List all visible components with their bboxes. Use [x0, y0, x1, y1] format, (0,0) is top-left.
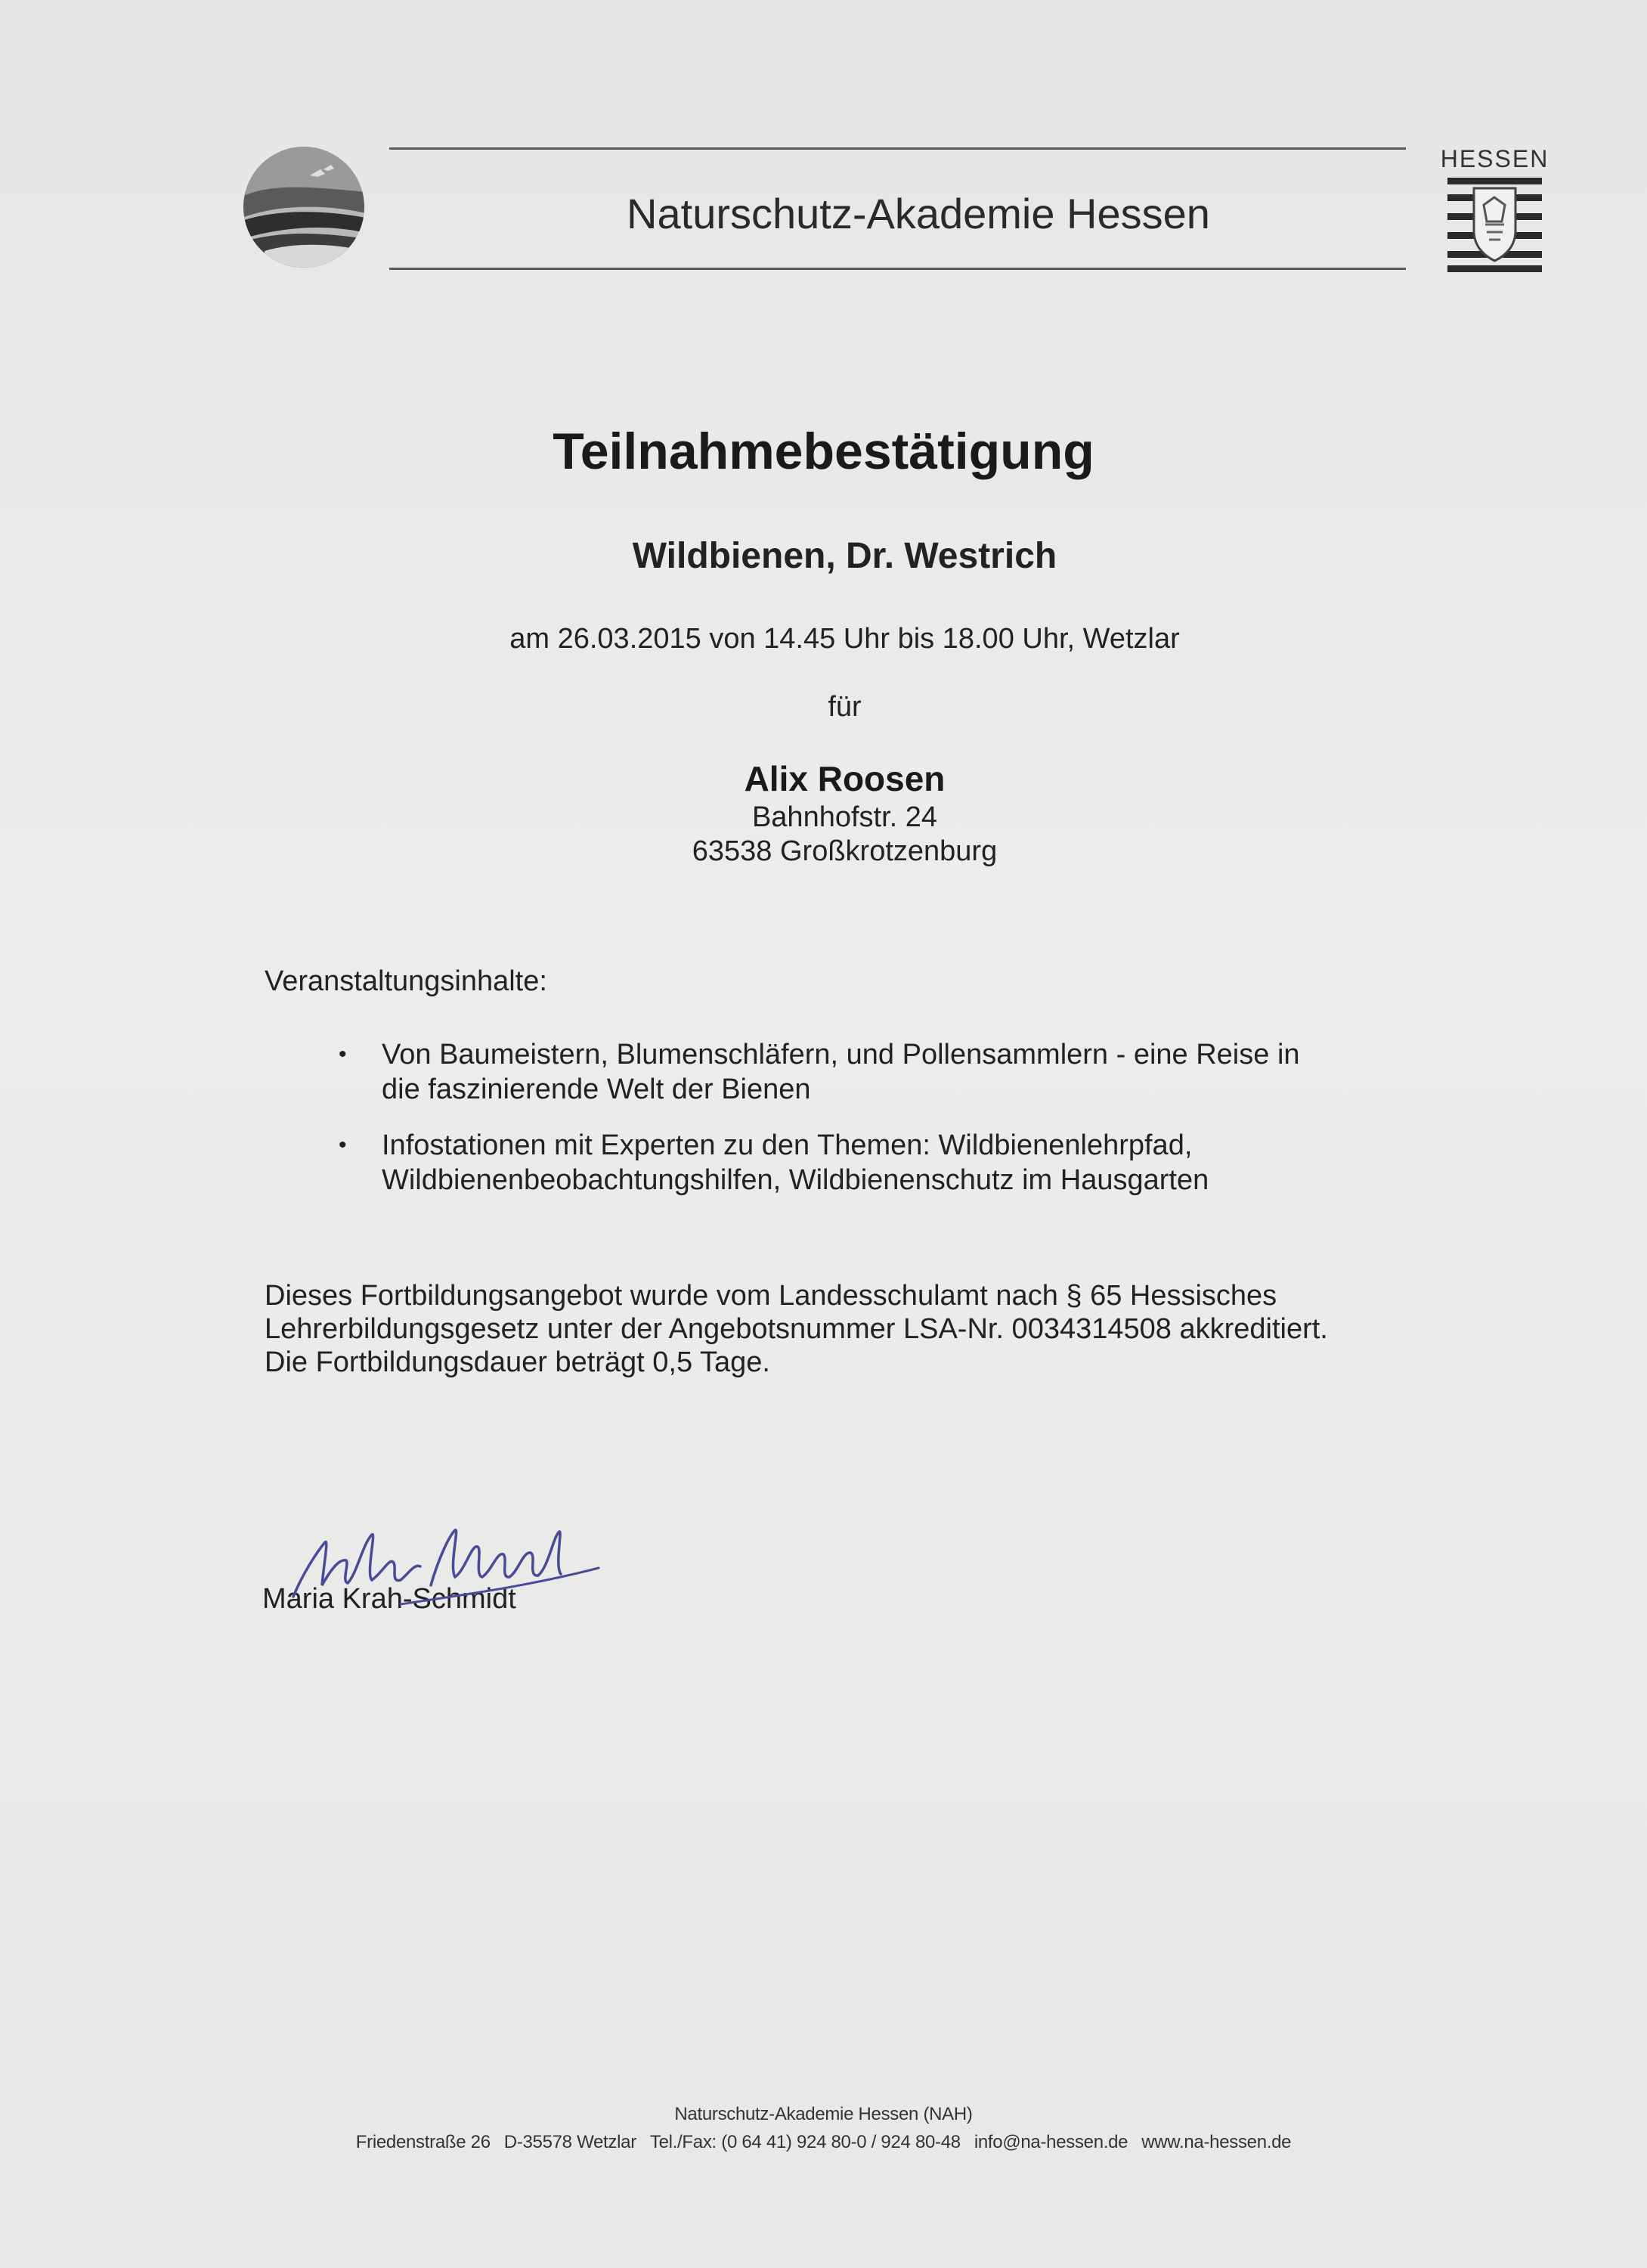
organization-title: Naturschutz-Akademie Hessen: [627, 190, 1210, 237]
footer-city: D-35578 Wetzlar: [503, 2132, 636, 2152]
list-item-line: Von Baumeistern, Blumenschläfern, und Pollensammlern - eine Reise in: [382, 1039, 1300, 1070]
list-item-line: Wildbienenbeobachtungshilfen, Wildbienenschutz im Hausgarten: [382, 1164, 1209, 1196]
list-item-line: die faszinierende Welt der Bienen: [382, 1074, 811, 1105]
list-item: [333, 1128, 1429, 1198]
footer-contact-line: [0, 2132, 1647, 2153]
header-rule-bottom: [389, 268, 1406, 270]
bullet-icon: •: [339, 1042, 347, 1067]
list-item-line: Infostationen mit Experten zu den Themen: Wildbienenlehrpfad,: [382, 1129, 1193, 1161]
bullet-icon: •: [339, 1132, 347, 1157]
signer-name: Maria Krah-Schmidt: [262, 1583, 516, 1615]
footer-organization: Naturschutz-Akademie Hessen (NAH): [674, 2104, 973, 2124]
contents-list: [333, 1037, 1429, 1219]
recipient-city: 63538 Großkrotzenburg: [692, 835, 998, 867]
for-label: für: [828, 691, 862, 723]
accreditation-paragraph: [265, 1279, 1421, 1379]
footer-website-link[interactable]: www.na-hessen.de: [1141, 2132, 1292, 2152]
list-item: [333, 1037, 1429, 1107]
footer-email-link[interactable]: info@na-hessen.de: [974, 2132, 1128, 2152]
document-title: Teilnahmebestätigung: [553, 423, 1094, 480]
contents-label: Veranstaltungsinhalte:: [265, 965, 547, 997]
handwritten-signature-icon: [287, 1514, 605, 1612]
accreditation-line: Lehrerbildungsgesetz unter der Angebotsnummer LSA-Nr. 0034314508 akkreditiert.: [265, 1313, 1328, 1345]
hessen-coat-of-arms-icon: [1447, 178, 1542, 272]
accreditation-line: Dieses Fortbildungsangebot wurde vom Landesschulamt nach § 65 Hessisches: [265, 1280, 1277, 1312]
accreditation-line: Die Fortbildungsdauer beträgt 0,5 Tage.: [265, 1346, 770, 1378]
header-rule-top: [389, 147, 1406, 150]
footer-address: Friedenstraße 26: [355, 2132, 491, 2152]
state-label: HESSEN: [1440, 145, 1549, 172]
course-date-line: am 26.03.2015 von 14.45 Uhr bis 18.00 Uhr, Wetzlar: [509, 623, 1180, 655]
recipient-name: Alix Roosen: [744, 759, 946, 798]
recipient-street: Bahnhofstr. 24: [751, 801, 938, 833]
course-title: Wildbienen, Dr. Westrich: [632, 536, 1057, 576]
wave-sphere-logo-icon: [242, 145, 366, 269]
footer-phone: Tel./Fax: (0 64 41) 924 80-0 / 924 80-48: [649, 2132, 961, 2152]
